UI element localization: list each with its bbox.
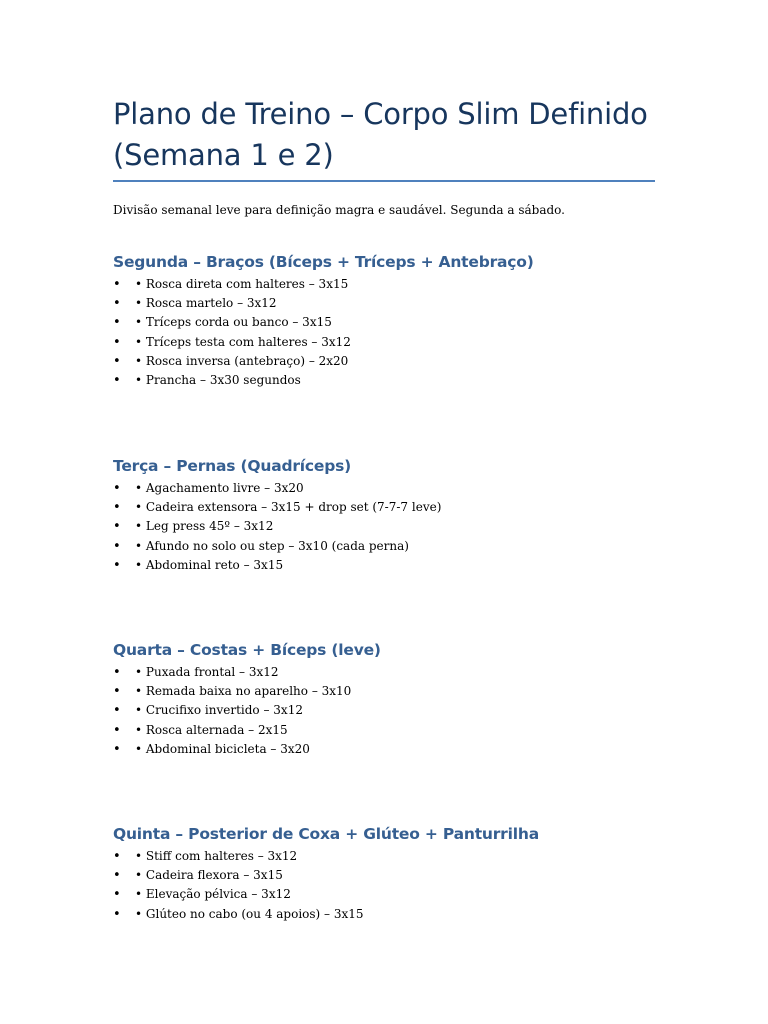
- exercise-list: [113, 663, 673, 759]
- list-item: [113, 537, 673, 556]
- bullet-icon: •: [113, 334, 121, 350]
- document-title: Plano de Treino – Corpo Slim Definido (Semana 1 e 2): [113, 97, 648, 172]
- exercise-text: • Remada baixa no aparelho – 3x10: [135, 684, 352, 699]
- exercise-list: [113, 847, 673, 924]
- intro-paragraph: Divisão semanal leve para definição magra e saudável. Segunda a sábado.: [113, 203, 565, 217]
- bullet-icon: •: [113, 849, 121, 864]
- list-item: [113, 663, 673, 682]
- bullet-icon: •: [113, 372, 121, 388]
- exercise-text: • Elevação pélvica – 3x12: [135, 887, 291, 902]
- section-segunda: [113, 251, 673, 390]
- bullet-icon: •: [113, 538, 121, 554]
- list-item: [113, 498, 673, 517]
- list-item: [113, 294, 673, 313]
- bullet-icon: •: [113, 500, 121, 516]
- bullet-icon: •: [113, 722, 121, 738]
- exercise-text: • Rosca martelo – 3x12: [135, 296, 277, 311]
- bullet-icon: •: [113, 481, 121, 496]
- exercise-text: • Crucifixo invertido – 3x12: [135, 703, 303, 718]
- list-item: [113, 556, 673, 575]
- exercise-text: • Puxada frontal – 3x12: [135, 665, 279, 679]
- list-item: [113, 333, 673, 352]
- exercise-text: • Agachamento livre – 3x20: [135, 481, 304, 495]
- list-item: [113, 721, 673, 740]
- bullet-icon: •: [113, 315, 121, 331]
- exercise-text: • Tríceps testa com halteres – 3x12: [135, 334, 351, 349]
- exercise-text: • Stiff com halteres – 3x12: [135, 849, 298, 863]
- bullet-icon: •: [113, 868, 121, 884]
- section-heading: Terça – Pernas (Quadríceps): [113, 457, 352, 475]
- section-heading: Quinta – Posterior de Coxa + Glúteo + Panturrilha: [113, 825, 539, 843]
- list-item: [113, 313, 673, 332]
- list-item: [113, 371, 673, 390]
- bullet-icon: •: [113, 277, 121, 292]
- list-item: [113, 275, 673, 294]
- bullet-icon: •: [113, 741, 121, 757]
- list-item: [113, 682, 673, 701]
- bullet-icon: •: [113, 519, 121, 535]
- list-item: [113, 701, 673, 720]
- exercise-text: • Prancha – 3x30 segundos: [135, 372, 301, 387]
- list-item: [113, 352, 673, 371]
- bullet-icon: •: [113, 887, 121, 903]
- title-underline: [113, 180, 655, 182]
- section-quarta: [113, 639, 673, 759]
- exercise-text: • Afundo no solo ou step – 3x10 (cada perna): [135, 538, 409, 553]
- list-item: [113, 517, 673, 536]
- exercise-text: • Glúteo no cabo (ou 4 apoios) – 3x15: [135, 906, 364, 921]
- list-item: [113, 905, 673, 924]
- bullet-icon: •: [113, 296, 121, 312]
- list-item: [113, 847, 673, 866]
- bullet-icon: •: [113, 557, 121, 573]
- section-heading: Quarta – Costas + Bíceps (leve): [113, 641, 381, 659]
- exercise-list: [113, 479, 673, 575]
- list-item: [113, 479, 673, 498]
- exercise-text: • Rosca direta com halteres – 3x15: [135, 277, 349, 291]
- list-item: [113, 866, 673, 885]
- bullet-icon: •: [113, 906, 121, 922]
- exercise-text: • Abdominal reto – 3x15: [135, 557, 284, 572]
- bullet-icon: •: [113, 684, 121, 700]
- exercise-text: • Cadeira extensora – 3x15 + drop set (7-7-7 leve): [135, 500, 442, 515]
- section-quinta: [113, 823, 673, 924]
- exercise-text: • Cadeira flexora – 3x15: [135, 868, 283, 883]
- exercise-text: • Abdominal bicicleta – 3x20: [135, 741, 310, 756]
- exercise-text: • Leg press 45º – 3x12: [135, 519, 274, 534]
- exercise-text: • Rosca inversa (antebraço) – 2x20: [135, 353, 349, 368]
- bullet-icon: •: [113, 353, 121, 369]
- exercise-list: [113, 275, 673, 390]
- list-item: [113, 740, 673, 759]
- section-terca: [113, 455, 673, 575]
- list-item: [113, 885, 673, 904]
- exercise-text: • Tríceps corda ou banco – 3x15: [135, 315, 332, 330]
- exercise-text: • Rosca alternada – 2x15: [135, 722, 288, 737]
- bullet-icon: •: [113, 703, 121, 719]
- bullet-icon: •: [113, 665, 121, 680]
- section-heading: Segunda – Braços (Bíceps + Tríceps + Antebraço): [113, 253, 534, 271]
